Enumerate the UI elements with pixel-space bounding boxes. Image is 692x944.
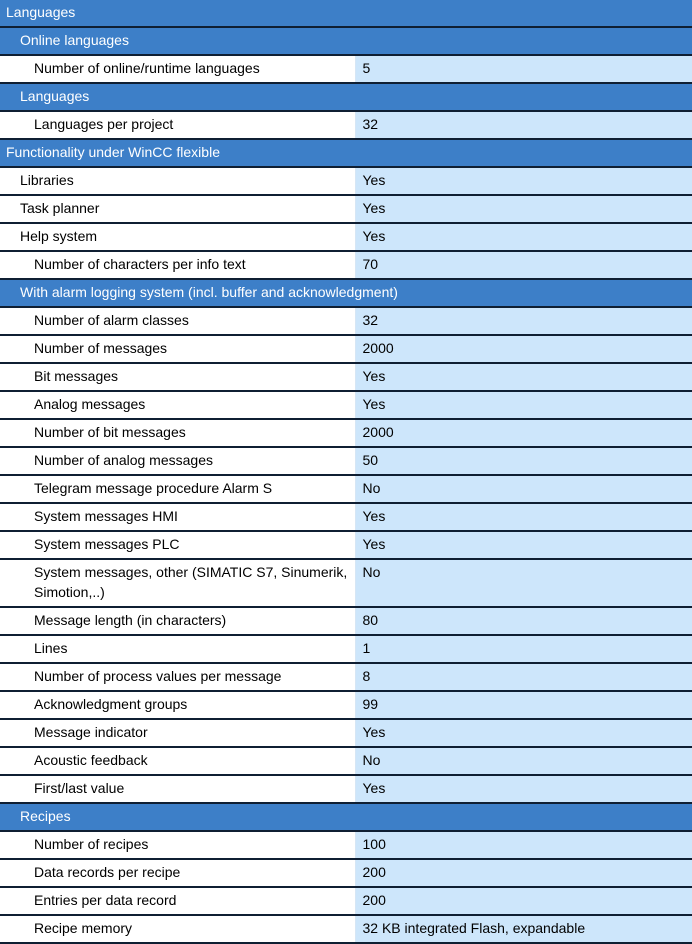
spec-label: Libraries: [0, 167, 355, 195]
spec-label: Acoustic feedback: [0, 747, 355, 775]
spec-value: 99: [355, 691, 692, 719]
spec-value: 32 KB integrated Flash, expandable: [355, 915, 692, 943]
spec-label: Task planner: [0, 195, 355, 223]
spec-row: [0, 747, 692, 775]
section-header-label: Recipes: [0, 803, 692, 831]
spec-row: [0, 419, 692, 447]
spec-row: [0, 663, 692, 691]
spec-row: [0, 859, 692, 887]
spec-label: Help system: [0, 223, 355, 251]
section-header-label: Functionality under WinCC flexible: [0, 139, 692, 167]
spec-label: Data records per recipe: [0, 859, 355, 887]
spec-value: Yes: [355, 503, 692, 531]
spec-label: Bit messages: [0, 363, 355, 391]
spec-value: 1: [355, 635, 692, 663]
spec-value: Yes: [355, 391, 692, 419]
subsection-header: [0, 27, 692, 55]
spec-row: [0, 447, 692, 475]
spec-label: Message indicator: [0, 719, 355, 747]
spec-row: [0, 915, 692, 943]
spec-label: System messages, other (SIMATIC S7, Sinumerik, Simotion,..): [0, 559, 355, 607]
spec-row: [0, 607, 692, 635]
spec-row: [0, 251, 692, 279]
spec-label: System messages PLC: [0, 531, 355, 559]
spec-label: Analog messages: [0, 391, 355, 419]
spec-value: 5: [355, 55, 692, 83]
section-header-label: Languages: [0, 0, 692, 27]
spec-label: Number of messages: [0, 335, 355, 363]
spec-row: [0, 531, 692, 559]
spec-value: 2000: [355, 419, 692, 447]
spec-value: 200: [355, 887, 692, 915]
spec-row: [0, 559, 692, 607]
section-header-label: Online languages: [0, 27, 692, 55]
spec-label: Number of alarm classes: [0, 307, 355, 335]
spec-label: Telegram message procedure Alarm S: [0, 475, 355, 503]
spec-label: Acknowledgment groups: [0, 691, 355, 719]
spec-row: [0, 195, 692, 223]
subsection-header: [0, 803, 692, 831]
spec-row: [0, 503, 692, 531]
spec-value: 80: [355, 607, 692, 635]
spec-row: [0, 475, 692, 503]
spec-label: First/last value: [0, 775, 355, 803]
spec-label: Number of bit messages: [0, 419, 355, 447]
spec-value: 100: [355, 831, 692, 859]
spec-row: [0, 691, 692, 719]
spec-value: Yes: [355, 775, 692, 803]
spec-row: [0, 223, 692, 251]
spec-row: [0, 335, 692, 363]
spec-value: Yes: [355, 195, 692, 223]
spec-label: Lines: [0, 635, 355, 663]
spec-value: Yes: [355, 363, 692, 391]
spec-row: [0, 363, 692, 391]
spec-value: 50: [355, 447, 692, 475]
spec-value: No: [355, 747, 692, 775]
spec-value: 32: [355, 307, 692, 335]
spec-label: Number of analog messages: [0, 447, 355, 475]
spec-row: [0, 775, 692, 803]
spec-row: [0, 111, 692, 139]
subsection-header: [0, 83, 692, 111]
spec-value: Yes: [355, 223, 692, 251]
spec-row: [0, 635, 692, 663]
section-header: [0, 0, 692, 27]
spec-value: 200: [355, 859, 692, 887]
spec-row: [0, 887, 692, 915]
spec-value: Yes: [355, 167, 692, 195]
spec-value: Yes: [355, 531, 692, 559]
spec-row: [0, 719, 692, 747]
spec-label: Languages per project: [0, 111, 355, 139]
spec-row: [0, 391, 692, 419]
section-header-label: With alarm logging system (incl. buffer and acknowledgment): [0, 279, 692, 307]
spec-label: Recipe memory: [0, 915, 355, 943]
spec-row: [0, 307, 692, 335]
section-header: [0, 139, 692, 167]
section-header-label: Languages: [0, 83, 692, 111]
spec-label: Number of characters per info text: [0, 251, 355, 279]
spec-row: [0, 167, 692, 195]
spec-value: No: [355, 475, 692, 503]
spec-value: 70: [355, 251, 692, 279]
spec-value: 8: [355, 663, 692, 691]
spec-value: 2000: [355, 335, 692, 363]
spec-label: Message length (in characters): [0, 607, 355, 635]
spec-label: System messages HMI: [0, 503, 355, 531]
spec-value: 32: [355, 111, 692, 139]
spec-row: [0, 55, 692, 83]
spec-value: Yes: [355, 719, 692, 747]
spec-label: Entries per data record: [0, 887, 355, 915]
spec-label: Number of process values per message: [0, 663, 355, 691]
spec-value: No: [355, 559, 692, 607]
spec-label: Number of online/runtime languages: [0, 55, 355, 83]
subsection-header: [0, 279, 692, 307]
spec-label: Number of recipes: [0, 831, 355, 859]
spec-row: [0, 831, 692, 859]
